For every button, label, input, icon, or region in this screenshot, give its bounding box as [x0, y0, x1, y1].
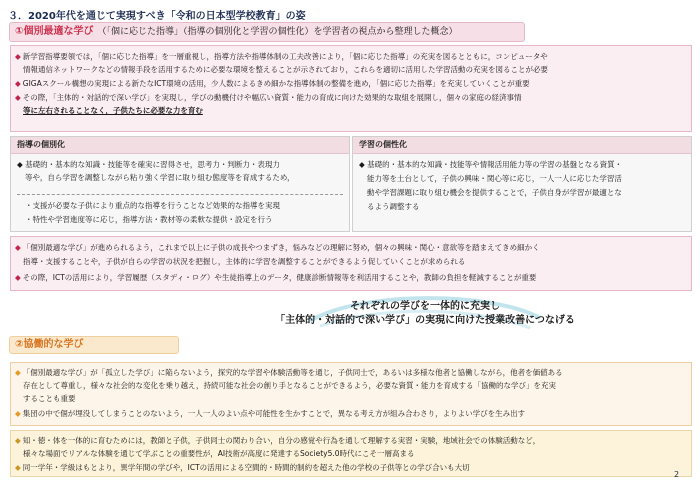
section2-title: 協働的な学び — [23, 339, 84, 350]
message-line-2: 「主体的・対話的で深い学び」の実現に向けた授業改善につなげる — [275, 315, 575, 326]
text-line: ◆ 新学習指導要領では，「個に応じた指導」を一層重視し，指導方法や指導体制の工夫改善により，「個に応じた指導」の充実を図るとともに，コンピュータや — [15, 52, 548, 61]
text-line: 等に左右されることなく，子供たちに必要な力を育む — [23, 106, 203, 115]
text-line: 能力等を土台として，子供の興味・関心等に応じ，一人一人に応じた学習活 — [367, 174, 622, 183]
text-line: ◆ その際，「主体的・対話的で深い学び」を実現し，学びの動機付けや幅広い資質・能力の育成に向けた効果的な取組を展開し，個々の家庭の経済事情 — [15, 93, 522, 102]
section1-number: ① — [15, 26, 24, 37]
dashed-divider — [17, 194, 343, 195]
section1-header — [9, 22, 525, 42]
collaboration-notes-box — [10, 430, 692, 477]
section2-number: ② — [15, 339, 24, 350]
section1-box — [10, 45, 692, 132]
text-line: 情報通信ネットワークなどの情報手段を活用するために必要な環境を整えることが示されており，これらを適切に活用した学習活動の充実を図ることが必要 — [23, 65, 548, 74]
text-line: ・支援が必要な子供により重点的な指導を行うことなど効果的な指導を実現 — [25, 201, 280, 210]
text-line: ◆ GIGAスクール構想の実現による新たなICT環境の活用，少人数によるきめ細かな指導体制の整備を進め，「個に応じた指導」を充実していくことが重要 — [15, 79, 530, 88]
text-line: 指導・支援することや，子供が自らの学習の状況を把握し，主体的に学習を調整することができるよう促していくことが求められる — [23, 257, 466, 266]
text-line: ◆ 基礎的・基本的な知識・技能等を確実に習得させ，思考力・判断力・表現力 — [17, 160, 280, 169]
text-line: 動や学習課題に取り組む機会を提供することで，子供自身が学習が最適とな — [367, 188, 622, 197]
page-number: 2 — [674, 470, 680, 479]
text-line: ◆ 基礎的・基本的な知識・技能等や情報活用能力等の学習の基盤となる資質・ — [359, 160, 623, 169]
text-line: 等や，自ら学習を調整しながら粘り強く学習に取り組む態度等を育成するため， — [25, 173, 295, 182]
text-line: ◆ 「個別最適な学び」が進められるよう，これまで以上に子供の成長やつまずき，悩みなどの理解に努め，個々の興味・関心・意欲等を踏まえてきめ細かく — [15, 243, 540, 252]
integration-message — [260, 300, 590, 328]
box-heading: 指導の個別化 — [11, 137, 349, 154]
section2-header — [9, 336, 179, 354]
page-title: ３．2020年代を通じて実現すべき「令和の日本型学校教育」の姿 — [8, 11, 306, 22]
text-line: ◆ 知・徳・体を一体的に育むためには，教師と子供，子供同士の関わり合い，自分の感覚や行為を通して理解する実習・実験，地域社会での体験活動など， — [15, 436, 541, 445]
text-line: ◆ その際，ICTの活用により，学習履歴（スタディ・ログ）や生徒指導上のデータ，健康診断情報等を利活用することや，教師の負担を軽減することが重要 — [15, 273, 537, 282]
text-line: することも重要 — [23, 394, 76, 403]
section2-box — [10, 362, 692, 426]
text-line: ◆ 同一学年・学級はもとより，異学年間の学びや，ICTの活用による空間的・時間的制約を超えた他の学校の子供等との学び合いも大切 — [15, 463, 470, 472]
text-line: ◆ 「個別最適な学び」が「孤立した学び」に陥らないよう，探究的な学習や体験活動等を通じ，子供同士で，あるいは多様な他者と協働しながら，他者を価値ある — [15, 368, 563, 377]
section1-notes-box — [10, 236, 692, 291]
section1-title: 個別最適な学び — [23, 26, 94, 37]
box-heading: 学習の個性化 — [353, 137, 691, 154]
text-line: ・特性や学習進度等に応じ，指導方法・教材等の柔軟な提供・設定を行う — [25, 215, 273, 224]
personalized-learning-box — [352, 136, 692, 232]
message-line-1: それぞれの学びを一体的に充実し — [350, 301, 500, 312]
text-line: 存在として尊重し，様々な社会的な変化を乗り越え，持続可能な社会の創り手となることができるよう，必要な資質・能力を育成する「協働的な学び」を充実 — [23, 381, 556, 390]
individualized-instruction-box — [10, 136, 350, 232]
text-line: 様々な場面でリアルな体験を通じて学ぶことの重要性が，AI技術が高度に発達するSociety5.0時代にこそ一層高まる — [23, 449, 415, 458]
text-line: るよう調整する — [367, 202, 420, 211]
text-line: ◆ 集団の中で個が埋没してしまうことのないよう，一人一人のよい点や可能性を生かすことで，異なる考え方が組み合わさり，よりよい学びを生み出す — [15, 409, 526, 418]
section1-subtitle: （「個に応じた指導」（指導の個別化と学習の個性化）を学習者の視点から整理した概念） — [97, 27, 458, 37]
